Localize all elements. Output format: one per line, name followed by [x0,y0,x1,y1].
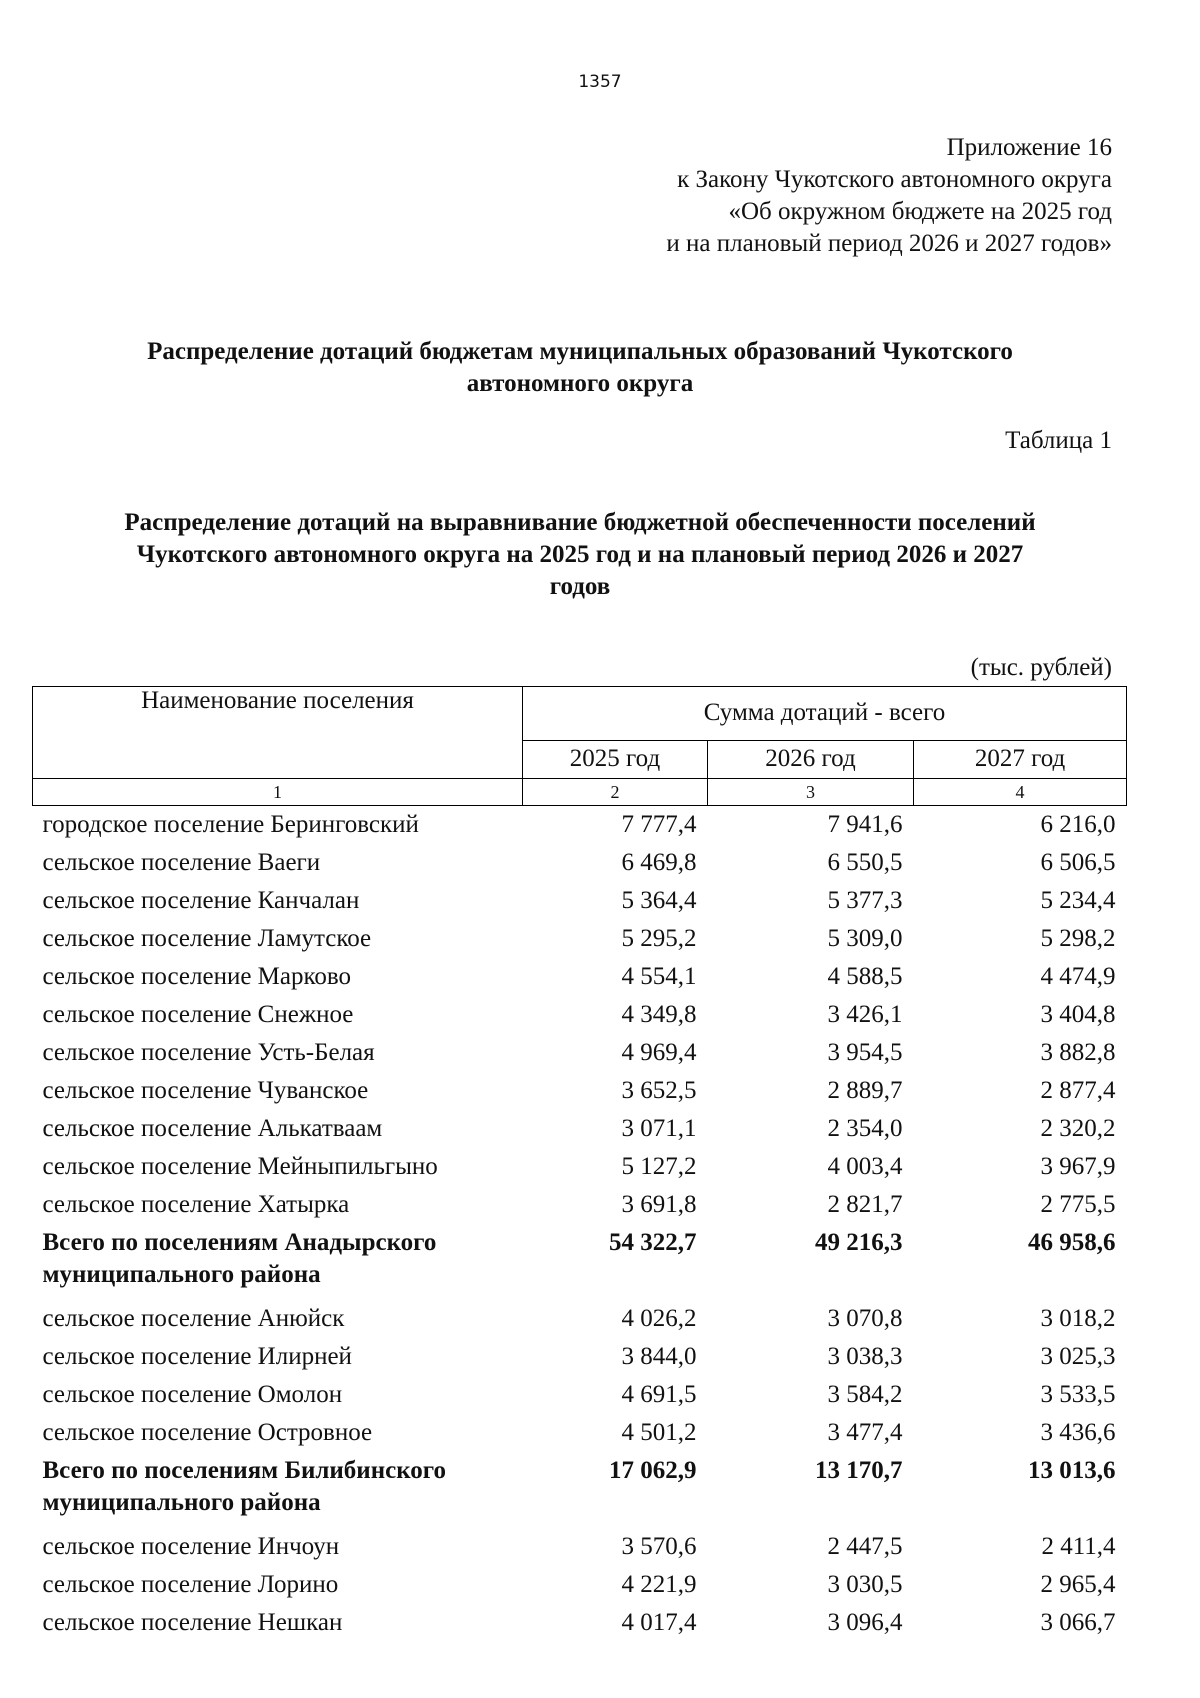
settlement-name-cell: сельское поселение Ламутское [42,925,372,952]
header-year-2025: 2025 год [523,740,708,778]
subsidy-table [32,686,1127,1645]
value-2027-cell: 3 967,9 [1040,1153,1116,1180]
value-2025-cell: 4 026,2 [621,1305,697,1332]
settlement-name-cell: сельское поселение Ваеги [42,849,321,876]
value-2026-cell: 49 216,3 [815,1229,903,1256]
table-row [33,1569,1127,1607]
table-row [33,1075,1127,1113]
value-2025-cell: 3 652,5 [621,1077,697,1104]
table-row [33,1341,1127,1379]
units-label: (тыс. рублей) [970,654,1112,681]
value-2027-cell: 3 066,7 [1040,1609,1116,1636]
table-row [33,999,1127,1037]
value-2027-cell: 5 298,2 [1040,925,1116,952]
value-2025-cell: 17 062,9 [609,1457,697,1484]
value-2027-cell: 3 882,8 [1040,1039,1116,1066]
value-2026-cell: 5 309,0 [827,925,903,952]
value-2027-cell: 4 474,9 [1040,963,1116,990]
table-total-row [33,1455,1127,1531]
table-total-row [33,1227,1127,1303]
value-2027-cell: 2 877,4 [1040,1077,1116,1104]
appendix-line: «Об окружном бюджете на 2025 год [728,198,1112,225]
table-row [33,1379,1127,1417]
column-number: 1 [33,779,523,806]
appendix-header [666,132,1112,260]
settlement-name-cell: сельское поселение Снежное [42,1001,354,1028]
table-title-line: годов [549,573,611,600]
value-2027-cell: 3 404,8 [1040,1001,1116,1028]
settlement-name-cell: сельское поселение Мейныпильгыно [42,1153,438,1180]
table-row [33,1531,1127,1569]
value-2026-cell: 3 477,4 [827,1419,903,1446]
column-number: 4 [914,779,1127,806]
value-2027-cell: 2 775,5 [1040,1191,1116,1218]
value-2026-cell: 7 941,6 [827,811,903,838]
value-2027-cell: 46 958,6 [1028,1229,1116,1256]
table-title [40,507,1120,603]
value-2025-cell: 6 469,8 [621,849,697,876]
settlement-name-cell: сельское поселение Усть-Белая [42,1039,375,1066]
value-2026-cell: 3 096,4 [827,1609,903,1636]
value-2025-cell: 5 295,2 [621,925,697,952]
value-2025-cell: 4 017,4 [621,1609,697,1636]
value-2027-cell: 13 013,6 [1028,1457,1116,1484]
value-2025-cell: 3 570,6 [621,1533,697,1560]
value-2027-cell: 3 025,3 [1040,1343,1116,1370]
settlement-name-cell: сельское поселение Хатырка [42,1191,350,1218]
appendix-line: Приложение 16 [946,134,1112,161]
value-2026-cell: 3 954,5 [827,1039,903,1066]
table-row [33,1189,1127,1227]
table-title-line: Чукотского автономного округа на 2025 год и на плановый период 2026 и 2027 [136,541,1024,568]
value-2027-cell: 3 018,2 [1040,1305,1116,1332]
value-2025-cell: 7 777,4 [621,811,697,838]
table-row [33,1607,1127,1645]
table-row [33,1037,1127,1075]
value-2026-cell: 2 889,7 [827,1077,903,1104]
header-total-sum: Сумма дотаций - всего [523,687,1127,741]
settlement-name-cell: городское поселение Беринговский [42,811,419,838]
value-2025-cell: 4 221,9 [621,1571,697,1598]
settlement-name-cell: сельское поселение Лорино [42,1571,339,1598]
settlement-name-cell: сельское поселение Илирней [42,1343,352,1370]
value-2025-cell: 4 969,4 [621,1039,697,1066]
value-2026-cell: 3 038,3 [827,1343,903,1370]
value-2026-cell: 5 377,3 [827,887,903,914]
value-2027-cell: 6 506,5 [1040,849,1116,876]
settlement-name-cell: Всего по поселениям Анадырского муниципального района [42,1229,437,1288]
value-2026-cell: 4 588,5 [827,963,903,990]
value-2025-cell: 5 127,2 [621,1153,697,1180]
table-body [33,806,1127,1646]
settlement-name-cell: сельское поселение Инчоун [42,1533,340,1560]
column-number: 3 [708,779,914,806]
table-row [33,847,1127,885]
value-2027-cell: 3 533,5 [1040,1381,1116,1408]
value-2026-cell: 2 447,5 [827,1533,903,1560]
value-2027-cell: 5 234,4 [1040,887,1116,914]
settlement-name-cell: сельское поселение Марково [42,963,352,990]
settlement-name-cell: сельское поселение Чуванское [42,1077,369,1104]
value-2026-cell: 3 426,1 [827,1001,903,1028]
document-title-line: Распределение дотаций бюджетам муниципальных образований Чукотского [147,338,1013,365]
appendix-line: к Закону Чукотского автономного округа [677,166,1112,193]
value-2025-cell: 4 501,2 [621,1419,697,1446]
value-2026-cell: 2 821,7 [827,1191,903,1218]
value-2027-cell: 3 436,6 [1040,1419,1116,1446]
column-number: 2 [523,779,708,806]
document-title [60,336,1100,400]
table-row [33,885,1127,923]
appendix-line: и на плановый период 2026 и 2027 годов» [666,230,1112,257]
table-row [33,923,1127,961]
value-2025-cell: 3 071,1 [621,1115,697,1142]
settlement-name-cell: сельское поселение Алькатваам [42,1115,383,1142]
table-title-line: Распределение дотаций на выравнивание бюджетной обеспеченности поселений [124,509,1036,536]
page-number: 1357 [578,72,622,92]
settlement-name-cell: сельское поселение Канчалан [42,887,360,914]
value-2026-cell: 3 584,2 [827,1381,903,1408]
value-2026-cell: 6 550,5 [827,849,903,876]
value-2027-cell: 2 965,4 [1040,1571,1116,1598]
value-2025-cell: 4 691,5 [621,1381,697,1408]
header-year-2026: 2026 год [708,740,914,778]
table-row [33,1151,1127,1189]
value-2027-cell: 2 411,4 [1041,1533,1116,1560]
document-title-line: автономного округа [466,370,694,397]
value-2027-cell: 2 320,2 [1040,1115,1116,1142]
table-row [33,961,1127,999]
value-2025-cell: 3 844,0 [621,1343,697,1370]
value-2025-cell: 3 691,8 [621,1191,697,1218]
table-label: Таблица 1 [1005,427,1112,454]
value-2025-cell: 4 554,1 [621,963,697,990]
settlement-name-cell: сельское поселение Островное [42,1419,373,1446]
header-year-2027: 2027 год [914,740,1127,778]
value-2026-cell: 13 170,7 [815,1457,903,1484]
table-row [33,1303,1127,1341]
settlement-name-cell: сельское поселение Нешкан [42,1609,343,1636]
value-2026-cell: 2 354,0 [827,1115,903,1142]
settlement-name-cell: сельское поселение Омолон [42,1381,343,1408]
value-2025-cell: 54 322,7 [609,1229,697,1256]
value-2027-cell: 6 216,0 [1040,811,1116,838]
table-row [33,1417,1127,1455]
value-2026-cell: 3 070,8 [827,1305,903,1332]
header-settlement-name: Наименование поселения [33,687,523,779]
value-2025-cell: 4 349,8 [621,1001,697,1028]
value-2026-cell: 4 003,4 [827,1153,903,1180]
table-row [33,1113,1127,1151]
value-2025-cell: 5 364,4 [621,887,697,914]
value-2026-cell: 3 030,5 [827,1571,903,1598]
settlement-name-cell: сельское поселение Анюйск [42,1305,345,1332]
settlement-name-cell: Всего по поселениям Билибинского муниципального района [42,1457,447,1516]
table-row [33,806,1127,848]
